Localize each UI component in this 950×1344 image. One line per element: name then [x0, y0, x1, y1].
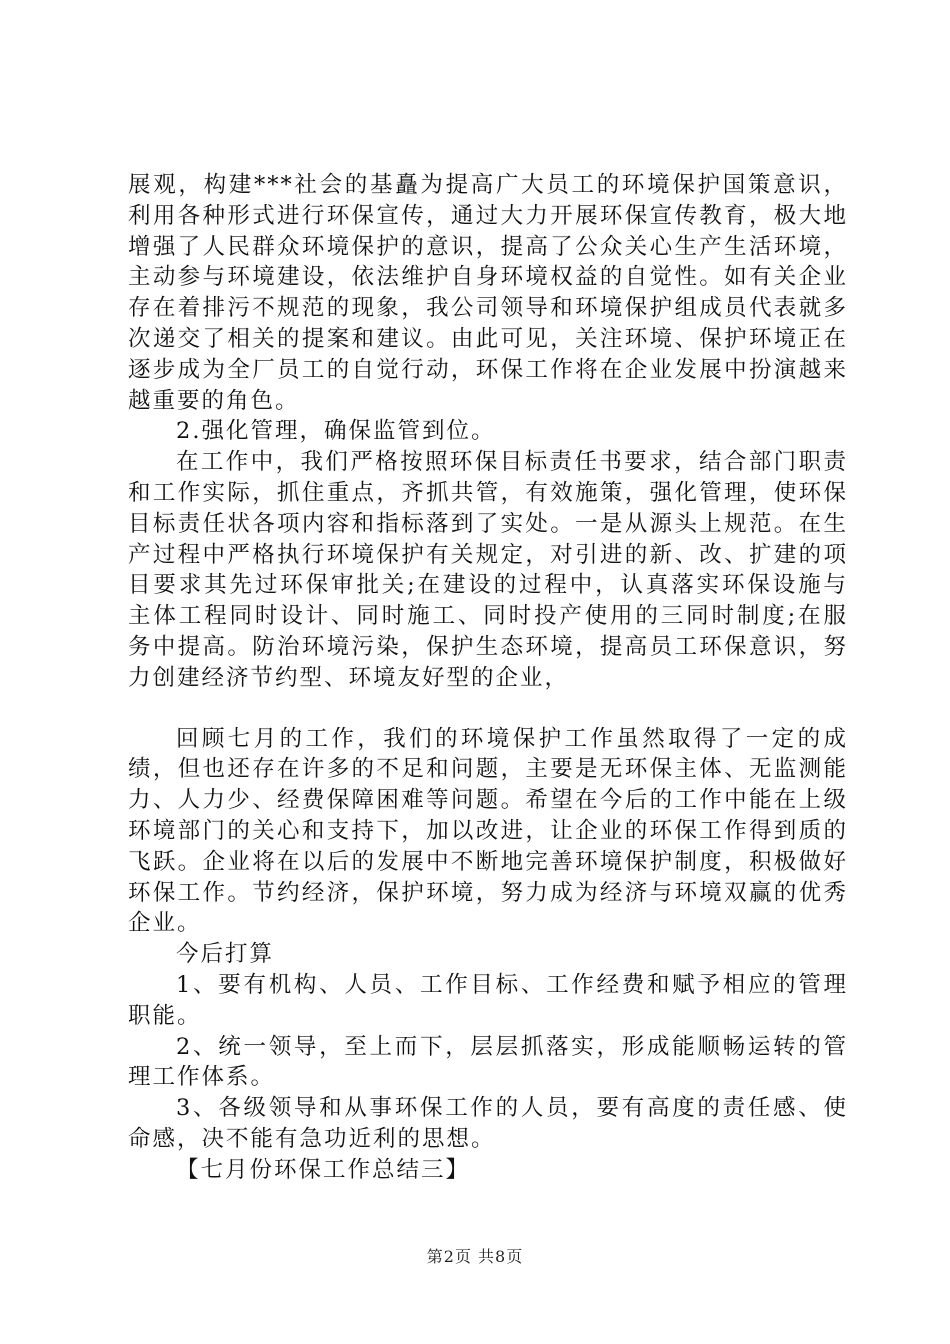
plan-item-3: 3、各级领导和从事环保工作的人员，要有高度的责任感、使命感，决不能有急功近利的思想。 — [128, 1095, 848, 1152]
page-number-footer: 第2页 共8页 — [426, 1247, 524, 1266]
section-title-summary-three: 【七月份环保工作总结三】 — [176, 1156, 471, 1183]
plan-item-2: 2、统一领导，至上而下，层层抓落实，形成能顺畅运转的管理工作体系。 — [128, 1033, 848, 1091]
paragraph-intro-continued: 展观，构建***社会的基矗为提高广大员工的环境保护国策意识，利用各种形式进行环保宣传，通过大力开展环保宣传教育，极大地增强了人民群众环境保护的意识，提高了公众关心生产生活环境，主动参与环境建设，依法维护自身环境权益的自觉性。如有关企业存在着排污不规范的现象，我公司领导和环境保护组成员代表就多次递交了相关的提案和建议。由此可见，关注环境、保护环境正在逐步成为全厂员工的自觉行动，环保工作将在企业发展中扮演越来越重要的角色。 — [128, 172, 848, 414]
paragraph-management-details: 在工作中，我们严格按照环保目标责任书要求，结合部门职责和工作实际，抓住重点，齐抓共管，有效施策，强化管理，使环保目标责任状各项内容和指标落到了实处。一是从源头上规范。在生产过程中严格执行环境保护有关规定，对引进的新、改、扩建的项目要求其先过环保审批关;在建设的过程中，认真落实环保设施与主体工程同时设计、同时施工、同时投产使用的三同时制度;在服务中提高。防治环境污染，保护生态环境，提高员工环保意识，努力创建经济节约型、环境友好型的企业， — [128, 449, 848, 691]
paragraph-spacer — [128, 694, 848, 724]
plan-item-1: 1、要有机构、人员、工作目标、工作经费和赋予相应的管理职能。 — [128, 971, 848, 1029]
section-heading-future-plans: 今后打算 — [176, 941, 275, 968]
section-heading-strengthen-management: 2.强化管理，确保监管到位。 — [176, 418, 496, 445]
paragraph-review: 回顾七月的工作，我们的环境保护工作虽然取得了一定的成绩，但也还存在许多的不足和问题，主要是无环保主体、无监测能力、人力少、经费保障困难等问题。希望在今后的工作中能在上级环境部门的关心和支持下，加以改进，让企业的环保工作得到质的飞跃。企业将在以后的发展中不断地完善环境保护制度，积极做好环保工作。节约经济，保护环境，努力成为经济与环境双赢的优秀企业。 — [128, 725, 848, 937]
document-body — [128, 170, 848, 1186]
